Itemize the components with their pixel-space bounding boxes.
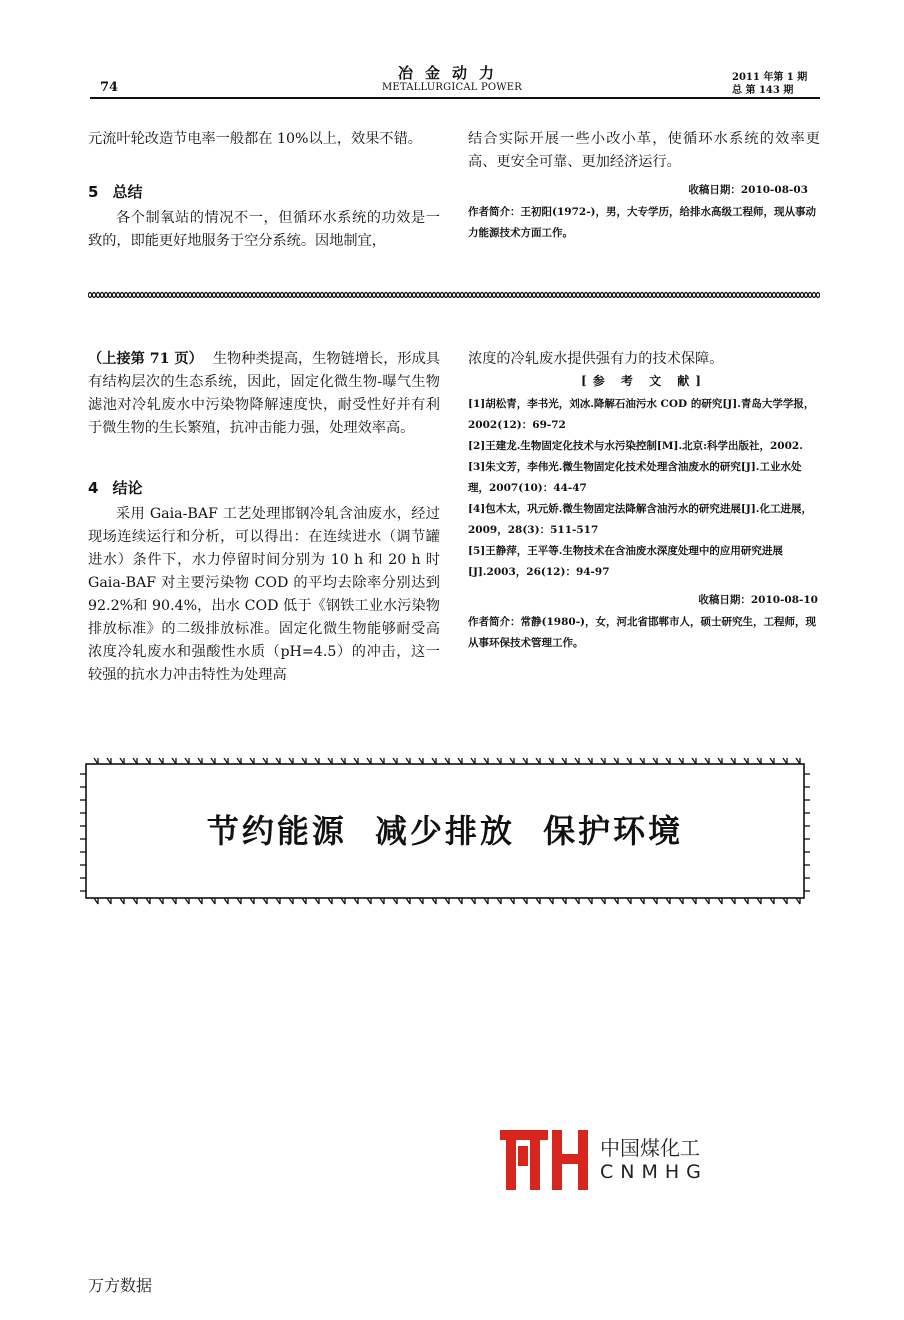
issue-year: 2011 年第 1 期 <box>732 72 808 83</box>
section-heading-4 <box>88 477 142 498</box>
section-number: 5 <box>88 183 99 201</box>
page-number: 74 <box>100 80 119 95</box>
references-title: [参 考 文 献] <box>581 374 707 388</box>
bottom-right-paragraph: 浓度的冷轧废水提供强有力的技术保障。 <box>468 351 724 367</box>
issue-total: 总 第 143 期 <box>732 85 794 96</box>
logo-text-cn: 中国煤化工 <box>600 1136 700 1160</box>
reference-item: [2]王建龙.生物固定化技术与水污染控制[M].北京:科学出版社，2002. <box>468 440 803 452</box>
reference-item: [3]朱文芳，李伟光.微生物固定化技术处理含油废水的研究[J].工业水处理，2007(10)：44-47 <box>468 461 802 494</box>
author-label: 作者简介： <box>468 206 521 218</box>
journal-title-en: METALLURGICAL POWER <box>381 82 523 93</box>
continued-from-note: （上接第 71 页） <box>88 351 203 367</box>
author-label: 作者简介： <box>468 616 521 628</box>
section-title: 总结 <box>112 183 143 201</box>
author-bio-1 <box>468 202 820 244</box>
journal-title-cn: 冶金动力 <box>397 64 506 82</box>
bottom-left-paragraph-2: 采用 Gaia-BAF 工艺处理邯钢冷轧含油废水，经过现场连续运行和分析，可以得出：在连续进水（调节罐进水）条件下，水力停留时间分别为 10 h 和 20 h 时 Gaia-BAF 对主要污染物 COD 的平均去除率分别达到 92.2%和 90.4%，出水 COD 低于《钢铁工业水污染物排放标准》的二级排放标准。固定化微生物能够耐受高浓度冷轧废水和强酸性水质（pH=4.5）的冲击，这一较强的抗水力冲击特性为处理高 <box>88 506 440 683</box>
received-date-2: 收稿日期：2010-08-10 <box>698 594 818 606</box>
reference-list <box>468 394 820 583</box>
received-date-1: 收稿日期：2010-08-03 <box>688 184 808 196</box>
author-text: 王初阳(1972-)，男，大专学历，给排水高级工程师，现从事动力能源技术方面工作。 <box>468 206 817 239</box>
section-title: 结论 <box>112 479 143 497</box>
logo-text-en: CNMHG <box>600 1161 708 1183</box>
top-left-paragraph-1: 元流叶轮改造节电率一般都在 10%以上，效果不错。 <box>88 131 422 147</box>
reference-item: [5]王静萍，王平等.生物技术在含油废水深度处理中的应用研究进展[J].2003，26(12)：94-97 <box>468 545 783 578</box>
source-watermark: 万方数据 <box>88 1276 153 1295</box>
author-bio-2 <box>468 612 820 654</box>
slogan: 节约能源 减少排放 保护环境 <box>206 812 684 850</box>
reference-item: [1]胡松青，李书光，刘冰.降解石油污水 COD 的研究[J].青岛大学学报，2002(12)：69-72 <box>468 398 815 431</box>
reference-item: [4]包木太，巩元娇.微生物固定法降解含油污水的研究进展[J].化工进展，2009，28(3)：511-517 <box>468 503 812 536</box>
cnmhg-logo-icon <box>498 1128 592 1192</box>
top-right-paragraph: 结合实际开展一些小改小革，使循环水系统的效率更高、更安全可靠、更加经济运行。 <box>468 131 820 170</box>
bottom-left-paragraph-1 <box>88 348 440 440</box>
header-rule <box>90 97 820 99</box>
wavy-separator <box>88 288 820 302</box>
section-heading-5 <box>88 181 142 202</box>
paragraph-text: 生物种类提高，生物链增长，形成具有结构层次的生态系统，因此，固定化微生物-曝气生物滤池对冷轧废水中污染物降解速度快，耐受性好并有利于微生物的生长繁殖，抗冲击能力强，处理效率高。 <box>88 351 440 436</box>
top-left-paragraph-2: 各个制氧站的情况不一，但循环水系统的功效是一致的，即能更好地服务于空分系统。因地制宜， <box>88 210 440 249</box>
section-number: 4 <box>88 479 99 497</box>
author-text: 常静(1980-)，女，河北省邯郸市人，硕士研究生，工程师，现从事环保技术管理工作。 <box>468 616 817 649</box>
